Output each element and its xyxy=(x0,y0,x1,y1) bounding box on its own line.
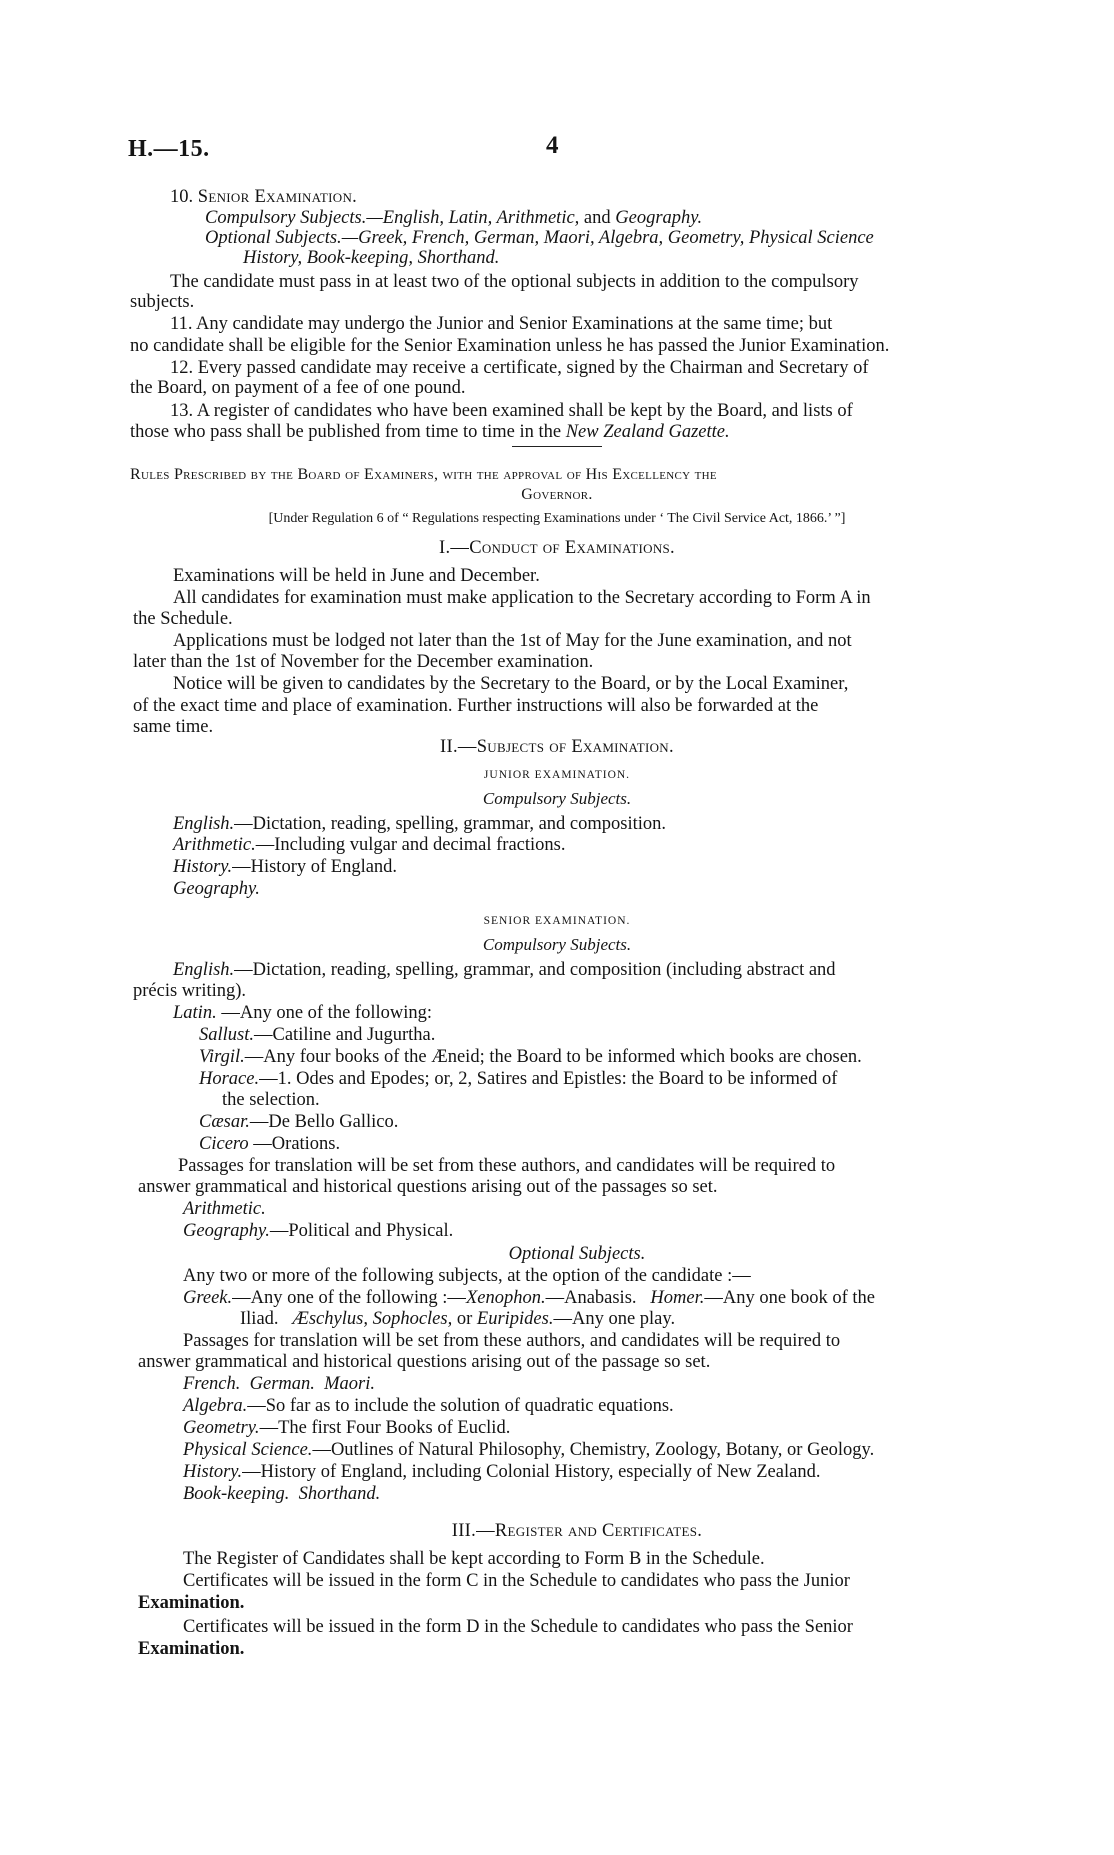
reg10-heading-line: 10. Senior Examination. xyxy=(170,187,358,207)
senior-heading: SENIOR EXAMINATION. xyxy=(483,915,631,927)
passages-1-line-2: answer grammatical and historical questions arising out of the passages so set. xyxy=(138,1177,718,1197)
section1-p4-line-1: Notice will be given to candidates by the Secretary to the Board, or by the Local Examiner, xyxy=(173,674,849,694)
reg13-line-2: those who pass shall be published from time to time in the New Zealand Gazette. xyxy=(130,422,730,442)
passages-1-line-1: Passages for translation will be set from these authors, and candidates will be required to xyxy=(178,1156,836,1176)
reg11-line-2: no candidate shall be eligible for the Senior Examination unless he has passed the Junior Examination. xyxy=(130,336,890,356)
document-code: H.—15. xyxy=(128,136,210,162)
author-horace-line-2: the selection. xyxy=(222,1090,320,1110)
author-horace-line-1: Horace.—1. Odes and Epodes; or, 2, Satires and Epistles: the Board to be informed of xyxy=(199,1069,838,1089)
rules-title-line-2: Governor. xyxy=(521,486,593,503)
passages-2-line-1: Passages for translation will be set from these authors, and candidates will be required to xyxy=(183,1331,841,1351)
reg13-line-1: 13. A register of candidates who have been examined shall be kept by the Board, and lists of xyxy=(170,401,853,421)
section1-heading: I.—Conduct of Examinations. xyxy=(439,538,675,558)
junior-item-arithmetic: Arithmetic.—Including vulgar and decimal fractions. xyxy=(173,835,566,855)
reg12-line-1: 12. Every passed candidate may receive a certificate, signed by the Chairman and Secretary of xyxy=(170,358,869,378)
senior-arithmetic: Arithmetic. xyxy=(183,1199,266,1219)
senior-latin: Latin. —Any one of the following: xyxy=(173,1003,432,1023)
optional-subjects-line-2: History, Book-keeping, Shorthand. xyxy=(243,248,500,268)
optional-physical-science: Physical Science.—Outlines of Natural Philosophy, Chemistry, Zoology, Botany, or Geology. xyxy=(183,1440,875,1460)
reg10-text-line-2: subjects. xyxy=(130,292,195,312)
author-cicero: Cicero —Orations. xyxy=(199,1134,341,1154)
junior-heading: JUNIOR EXAMINATION. xyxy=(483,769,631,781)
author-caesar: Cæsar.—De Bello Gallico. xyxy=(199,1112,399,1132)
optional-languages: French. German. Maori. xyxy=(183,1374,376,1394)
section3-p2-line-1: Certificates will be issued in the form C in the Schedule to candidates who pass the Junior xyxy=(183,1571,850,1591)
author-sallust: Sallust.—Catiline and Jugurtha. xyxy=(199,1025,436,1045)
section3-p2-line-2: Examination. xyxy=(138,1593,245,1613)
section1-p2-line-1: All candidates for examination must make application to the Secretary according to Form A in xyxy=(173,588,871,608)
section1-p3-line-1: Applications must be lodged not later than the 1st of May for the June examination, and not xyxy=(173,631,852,651)
optional-greek-line-2: Iliad. Æschylus, Sophocles, or Euripides.—Any one play. xyxy=(240,1309,676,1329)
reg10-heading: Senior Examination. xyxy=(197,187,358,207)
junior-item-english: English.—Dictation, reading, spelling, grammar, and composition. xyxy=(173,814,667,834)
optional-geometry: Geometry.—The first Four Books of Euclid. xyxy=(183,1418,511,1438)
junior-item-geography: Geography. xyxy=(173,879,260,899)
section1-p4-line-2: of the exact time and place of examination. Further instructions will also be forwarded at the xyxy=(133,696,819,716)
page-number: 4 xyxy=(546,132,559,159)
section1-p4-line-3: same time. xyxy=(133,717,214,737)
rules-title-line-1: Rules Prescribed by the Board of Examiners, with the approval of His Excellency the xyxy=(130,466,717,483)
senior-compulsory-heading: Compulsory Subjects. xyxy=(482,935,632,954)
optional-bookkeeping-shorthand: Book-keeping. Shorthand. xyxy=(183,1484,381,1504)
senior-english-line-2: précis writing). xyxy=(133,981,247,1001)
section1-p3-line-2: later than the 1st of November for the December examination. xyxy=(133,652,594,672)
section1-p2-line-2: the Schedule. xyxy=(133,609,233,629)
optional-subjects-line: Optional Subjects.—Greek, French, German, Maori, Algebra, Geometry, Physical Science xyxy=(205,228,874,248)
junior-compulsory-heading: Compulsory Subjects. xyxy=(482,789,632,808)
optional-greek-line-1: Greek.—Any one of the following :—Xenophon.—Anabasis. Homer.—Any one book of the xyxy=(183,1288,875,1308)
optional-algebra: Algebra.—So far as to include the solution of quadratic equations. xyxy=(183,1396,674,1416)
senior-english-line-1: English.—Dictation, reading, spelling, grammar, and composition (including abstract and xyxy=(173,960,836,980)
section1-p1: Examinations will be held in June and December. xyxy=(173,566,540,586)
junior-item-history: History.—History of England. xyxy=(173,857,398,877)
section3-heading: III.—Register and Certificates. xyxy=(451,1521,703,1541)
reg11-line-1: 11. Any candidate may undergo the Junior and Senior Examinations at the same time; but xyxy=(170,314,833,334)
optional-history: History.—History of England, including Colonial History, especially of New Zealand. xyxy=(183,1462,821,1482)
reg12-line-2: the Board, on payment of a fee of one pound. xyxy=(130,378,466,398)
section2-heading: II.—Subjects of Examination. xyxy=(440,737,674,757)
optional-heading: Optional Subjects. xyxy=(508,1244,646,1264)
rules-subtitle: [Under Regulation 6 of “ Regulations respecting Examinations under ‘ The Civil Service Act, 1866.’ ”] xyxy=(268,511,846,526)
section3-p3-line-1: Certificates will be issued in the form D in the Schedule to candidates who pass the Senior xyxy=(183,1617,853,1637)
optional-intro: Any two or more of the following subjects, at the option of the candidate :— xyxy=(183,1266,751,1286)
senior-geography: Geography.—Political and Physical. xyxy=(183,1221,454,1241)
reg10-text-line-1: The candidate must pass in at least two of the optional subjects in addition to the compulsory xyxy=(170,272,859,292)
compulsory-subjects-line: Compulsory Subjects.—English, Latin, Arithmetic, and Geography. xyxy=(205,208,703,228)
section3-p1: The Register of Candidates shall be kept according to Form B in the Schedule. xyxy=(183,1549,765,1569)
divider xyxy=(512,446,602,447)
passages-2-line-2: answer grammatical and historical questions arising out of the passage so set. xyxy=(138,1352,711,1372)
section3-p3-line-2: Examination. xyxy=(138,1639,245,1659)
author-virgil: Virgil.—Any four books of the Æneid; the Board to be informed which books are chosen. xyxy=(199,1047,862,1067)
